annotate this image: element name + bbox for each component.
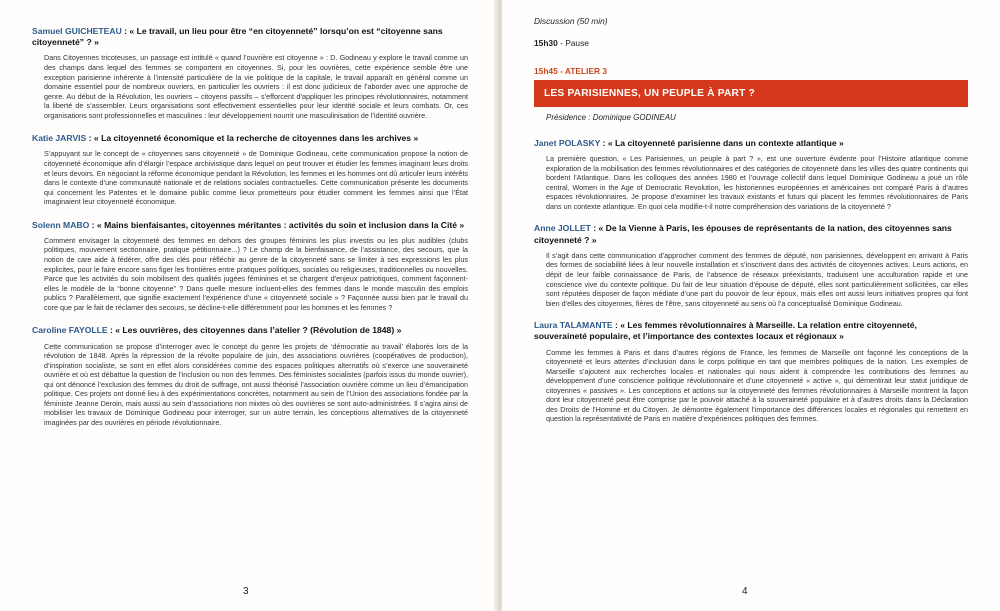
pause-time: 15h30 xyxy=(534,38,558,48)
talk-title: : « Mains bienfaisantes, citoyennes méritantes : activités du soin et inclusion dans la Cité » xyxy=(89,219,465,230)
talk-abstract: S’appuyant sur le concept de « citoyennes sans citoyenneté » de Dominique Godineau, cette communication propose la notion de citoyenneté économique afin d’élargir l’espace archivistique dans lequel on peut trouver et étudier les femmes imaginant leurs droits et leurs devoirs. En négociant la réforme économique pendant la Révolution, les femmes et les hommes ont dû articuler leurs intérêts dans le contexte d’une communauté nationale et de relations sociales contractuelles. Cette communication présente les documents qui concernent les Patentes et le domaine public comme lieux prometteurs pour étudier comment les femmes ainsi que l’État imaginaient leur citoyenneté économique. xyxy=(44,149,468,207)
speaker-name: Caroline FAYOLLE xyxy=(32,325,108,336)
talk-heading xyxy=(32,133,468,144)
talk-heading xyxy=(32,26,468,48)
talk-title: : « La citoyenneté économique et la recherche de citoyennes dans les archives » xyxy=(86,133,419,144)
talk-title: : « Les femmes révolutionnaires à Marseille. La relation entre citoyenneté, souveraineté populaire, et l’importance des contextes locaux et régionaux » xyxy=(534,320,917,342)
talk-abstract: Comme les femmes à Paris et dans d’autres régions de France, les femmes de Marseille ont façonné les conceptions de la citoyenneté et leurs attentes d’inclusion dans le corps politique en tant que membres politiques de la nation. Les exemples de Marseille s’ajoutent aux recherches locales et nationales qui nous aident à comprendre les contributions des femmes au développement d’une conscience politique révolutionnaire et d’une citoyenneté « active », qui démentirait leur statut juridique de citoyennes « passives ». Les conceptions et actions sur la citoyenneté des femmes révolutionnaires à Marseille montrent la façon dont leur citoyenneté peut être comprise par le pouvoir attaché à la souveraineté populaire et à d’autres droits dans la Déclaration des Droits de l’Homme et du Citoyen. Je démontre également l’importance des différences locales et régionales qui remettent en question la représentativité de Paris en matière d’expériences politiques des femmes. xyxy=(546,347,968,424)
talk-jollet xyxy=(534,223,968,308)
talk-guicheteau xyxy=(32,26,468,120)
speaker-name: Janet POLASKY xyxy=(534,138,601,148)
talk-fayolle xyxy=(32,325,468,427)
talk-abstract: La première question, « Les Parisiennes, un peuple à part ? », est une ouverture évidente pour l’Histoire atlantique comme exploration de la mobilisation des femmes révolutionnaires et des catégories de citoyenneté dans les villes des quatre continents qui bordent l’Atlantique. Dans les colloques des années 1980 et l’ouvrage collectif dans lequel Dominique Godineau a joué un rôle central, Women in the Age of Democratic Revolution, les historiennes européennes et américaines ont comparé Paris à d’autres espaces révolutionnaires. Je propose d’examiner les travaux existants et futurs qui placent les femmes révolutionnaires de Paris dans un contexte atlantique. En quoi cela modifie-t-il notre compréhension des variations de la citoyenneté ? xyxy=(546,154,968,211)
talk-heading xyxy=(534,320,968,342)
talk-polasky xyxy=(534,138,968,211)
talk-talamante xyxy=(534,320,968,424)
atelier-time: 15h45 - ATELIER 3 xyxy=(534,66,608,76)
left-page xyxy=(0,0,498,611)
talk-title: : « De la Vienne à Paris, les épouses de représentants de la nation, des citoyennes sans citoyenneté ? » xyxy=(534,223,952,245)
atelier-title-banner: LES PARISIENNES, UN PEUPLE À PART ? xyxy=(534,80,968,107)
presidence-line: Présidence : Dominique GODINEAU xyxy=(546,113,676,122)
speaker-name: Anne JOLLET xyxy=(534,223,591,234)
right-page xyxy=(502,0,1000,611)
pause-label: - Pause xyxy=(557,38,589,48)
talk-abstract: Il s’agit dans cette communication d’approcher comment des femmes de député, non parisiennes, développent en arrivant à Paris des formes de sociabilité liées à leur nouvelle installation et s’inscrivent dans des activités de citoyennes actives. Leurs actions, en dépit de leur faible connaissance de Paris, de l’absence de réseaux préexistants, traduisent une acculturation rapide et une conscience vive du contexte politique. Du fait de leur situation d’épouse de député, elles sont particulièrement sollicitées, car elles sont réputées disposer de façon médiate d’une part du pouvoir de leur époux, mais elles ont aussi leurs initiatives propres qui font bien d’elles des citoyennes, fières de l’être, sans citoyenneté au sens où l’a conceptualisé Dominique Godineau. xyxy=(546,250,968,308)
talk-heading xyxy=(32,220,468,231)
page-number: 4 xyxy=(742,586,748,597)
talk-mabo xyxy=(32,220,468,313)
talk-title: : « Les ouvrières, des citoyennes dans l’atelier ? (Révolution de 1848) » xyxy=(107,325,402,336)
talk-jarvis xyxy=(32,133,468,206)
speaker-name: Solenn MABO xyxy=(32,219,90,230)
page-number: 3 xyxy=(243,586,249,597)
talk-heading xyxy=(32,325,468,336)
speaker-name: Samuel GUICHETEAU xyxy=(32,26,122,36)
talk-heading xyxy=(534,223,968,245)
talk-abstract: Comment envisager la citoyenneté des femmes en dehors des groupes féminins les plus investis ou les plus audibles (clubs politiques, mouvement sectionnaire, pratique pétitionnaire...) ? Le champ de la bienfaisance, de l’assistance, des secours, que la notion de care aide à fédérer, offre des clés pour réfléchir au genre de la citoyenneté sans se limiter à ses expressions les plus explicites, pour le faire encore sans figer les frontières entre pratiques politiques, sociales ou religieuses, traditionnelles ou nouvelles. Parce que les activités du soin mobilisent des qualités jugées féminines et se chargent d’enjeux patriotiques, comment façonnent-elles le modèle de la “bonne citoyenne” ? Dans quelle mesure incluent-elles des femmes dans le monde masculin des emplois publics ? Parallèlement, que signifie exactement l’expérience d’une « citoyenneté sociale » ? Façonnée aussi bien par le travail du core que par le fait de réclamer des secours, se décline-t-elle différemment pour les hommes et les femmes ? xyxy=(44,235,468,312)
talk-abstract: Cette communication se propose d’interroger avec le concept du genre les projets de ‘démocratie au travail’ élaborés lors de la révolution de 1848. Après la répression de la révolte populaire de juin, des associations ouvrières (coopératives de production), d’inspiration socialiste, se sont en effet alors considérées comme des espaces politiques alternatifs où s’exerce une souveraineté ouvrière et où est débattue la question de l’inclusion ou non des femmes. Des féministes socialistes (parfois issus du monde ouvrier), qui ont dénoncé l’exclusion des femmes du droit de suffrage, ont aussi théorisé l’association ouvrière comme un lieu d’émancipation politique. Ces projets ont donné lieu à des expérimentations concrètes, notamment au sein de l’Union des associations fondée par la féministe Jeanne Deroin, mais aussi au sein d’associations non mixtes où des ouvrières se sont auto-administrées. Il s’agira ainsi de mobiliser les travaux de Dominique Godineau pour interroger, sur un autre terrain, les conceptions alternatives de la citoyenneté imaginées par des ouvrières en période révolutionnaire. xyxy=(44,341,468,427)
talk-title: : « La citoyenneté parisienne dans un contexte atlantique » xyxy=(600,138,844,148)
speaker-name: Katie JARVIS xyxy=(32,133,87,144)
talk-abstract: Dans Citoyennes tricoteuses, un passage est intitulé « quand l’ouvrière est citoyenne » : D. Godineau y explore le travail comme un des champs dans lequel des femmes se comportent en citoyennes. Si, pour les ouvrières, cette expérience semble être une exception parisienne inhérente à l’intensité particulière de la vie politique de la capitale, le travail apparaît en général comme un domaine essentiel pour de nombreux ouvriers, en particulier les ouvriers : il est donc judicieux de l’aborder avec une approche de genre. Au début de la Révolution, les ouvriers – citoyens passifs – s’efforcent d’appliquer les principes révolutionnaires, notamment la liberté de s’assembler. Leurs organisations sont effectivement essentielles pour leur identité sociale et leurs combats. Or, ces organisations sont professionnelles et masculines : leur développement nourrit une masculinisation de l’identité ouvrière. xyxy=(44,53,468,120)
pause-line xyxy=(534,38,968,48)
speaker-name: Laura TALAMANTE xyxy=(534,320,613,331)
talk-heading xyxy=(534,138,968,149)
discussion-label: Discussion (50 min) xyxy=(534,16,608,26)
talk-title: : « Le travail, un lieu pour être “en citoyenneté” lorsqu’on est “citoyenne sans citoyenneté” ? » xyxy=(32,26,443,48)
